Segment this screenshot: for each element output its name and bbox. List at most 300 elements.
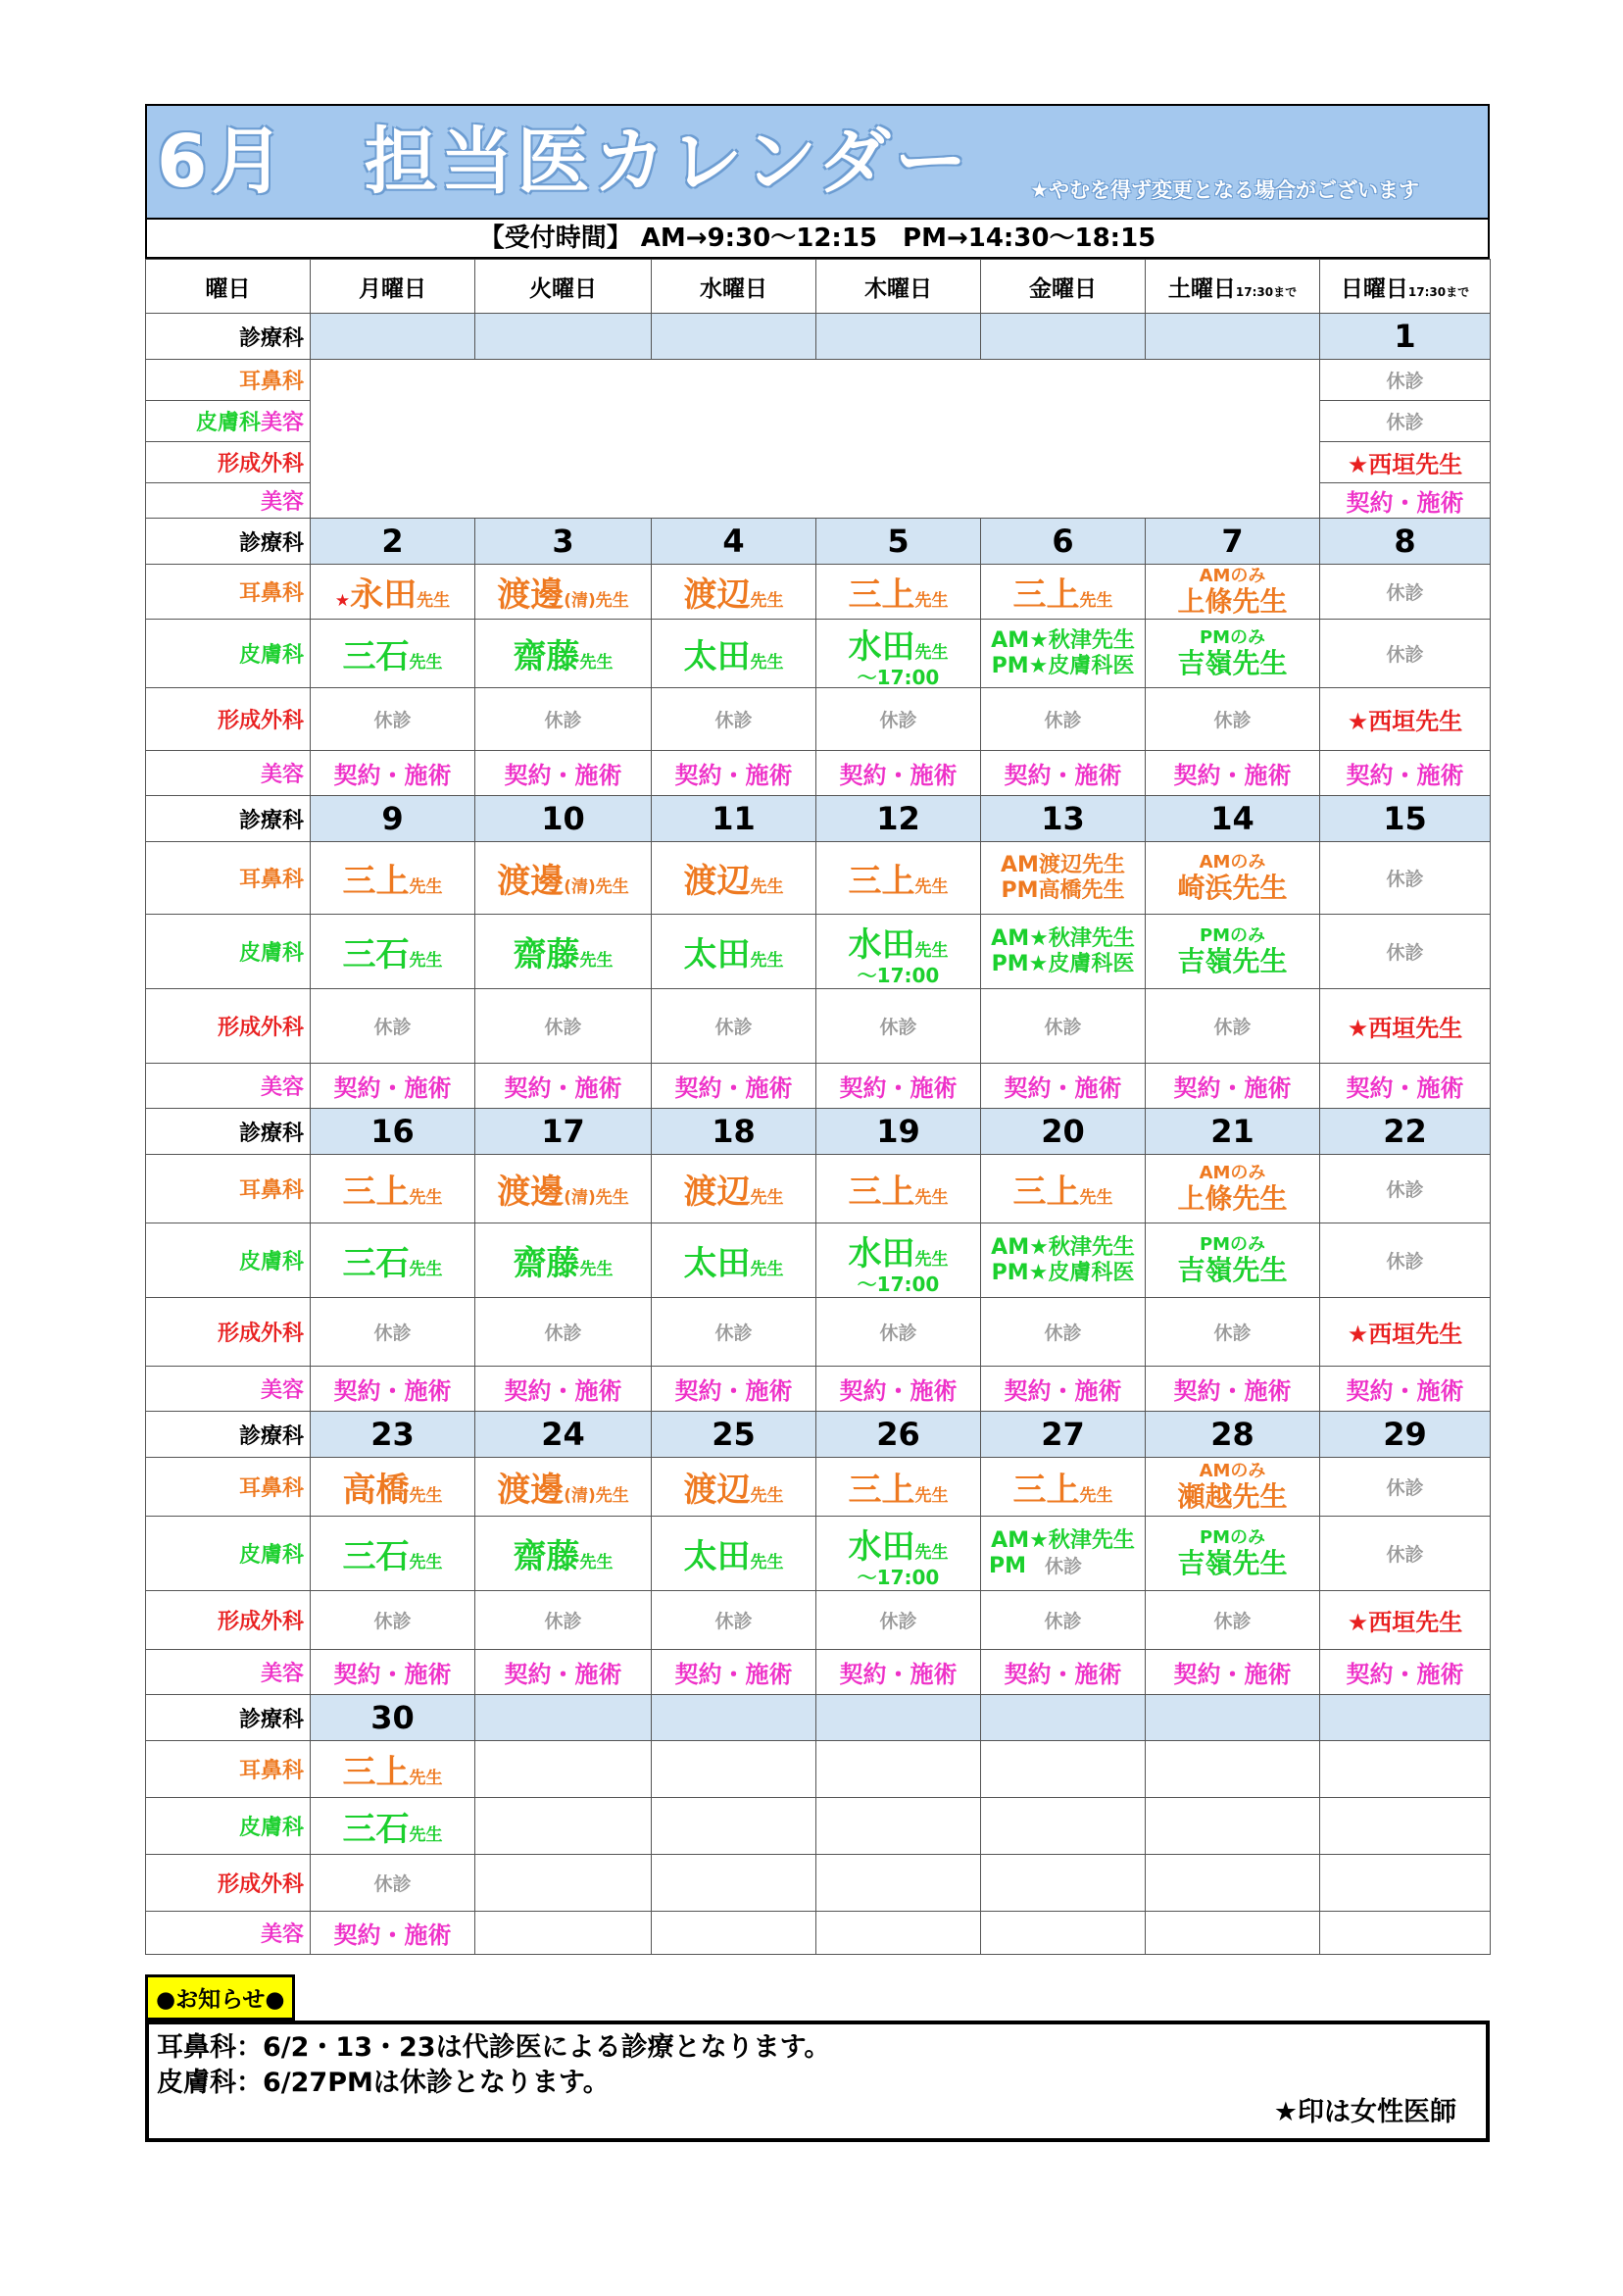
header-sun-label: 日曜日 [1340, 275, 1408, 302]
schedule-cell [816, 1367, 981, 1412]
doctor-name: 渡辺 [683, 575, 751, 615]
schedule-cell [1146, 1912, 1320, 1955]
calendar-page [145, 104, 1490, 2142]
date-cell: 23 [311, 1412, 475, 1458]
doctor-name: 水田 [848, 925, 915, 965]
closed-label: 休診 [544, 1611, 582, 1632]
date-cell: 11 [652, 796, 816, 842]
schedule-cell [652, 842, 816, 915]
treatment-label: 契約・施術 [839, 1377, 958, 1405]
schedule-cell [981, 1223, 1146, 1298]
treatment-label: 契約・施術 [1004, 1377, 1122, 1405]
doctor-suffix: 先生 [914, 1486, 949, 1506]
schedule-cell [311, 1517, 475, 1591]
doctor-name: 渡邊 [497, 575, 565, 615]
date-cell: 27 [981, 1412, 1146, 1458]
date-cell [475, 314, 652, 360]
schedule-cell [981, 1517, 1146, 1591]
schedule-cell [981, 1912, 1146, 1955]
schedule-line-2: 瀬越先生 [1177, 1479, 1288, 1513]
date-cell [981, 1695, 1146, 1741]
closed-label: 休診 [1386, 1179, 1424, 1201]
schedule-line-1: AM★秋津先生 [991, 1527, 1135, 1553]
date-cell: 15 [1320, 796, 1491, 842]
doctor-name: ★西垣先生 [1347, 1015, 1463, 1042]
doctor-name: 太田 [683, 935, 751, 974]
schedule-table [145, 259, 1491, 1955]
closed-label: 休診 [1386, 1477, 1424, 1499]
schedule-line-1: AMのみ [1199, 1162, 1266, 1183]
treatment-label: 契約・施術 [504, 1074, 622, 1102]
schedule-cell [311, 1223, 475, 1298]
schedule-cell [311, 1798, 475, 1855]
date-cell: 6 [981, 519, 1146, 565]
row-label-derm-a: 皮膚科 [195, 411, 261, 435]
schedule-cell [652, 1223, 816, 1298]
schedule-body [146, 260, 1491, 1955]
treatment-label: 契約・施術 [839, 1661, 958, 1688]
doctor-name: ★西垣先生 [1347, 708, 1463, 735]
schedule-cell [816, 1223, 981, 1298]
closed-label: 休診 [544, 1017, 582, 1038]
date-cell: 20 [981, 1109, 1146, 1155]
row-label-derm-a: 皮膚科 [238, 643, 304, 668]
schedule-cell [311, 565, 475, 620]
doctor-name: 齋藤 [513, 935, 580, 974]
row-label-derm-a: 皮膚科 [238, 941, 304, 966]
schedule-cell [981, 1367, 1146, 1412]
schedule-cell [1320, 1912, 1491, 1955]
schedule-cell [652, 1798, 816, 1855]
doctor-suffix: 先生 [914, 591, 949, 611]
doctor-suffix: 先生 [750, 1486, 784, 1506]
closed-label: 休診 [373, 1323, 412, 1344]
treatment-label: 契約・施術 [504, 1661, 622, 1688]
closed-label: 休診 [1386, 1251, 1424, 1273]
weekday-header-label: 曜日 [146, 260, 311, 314]
doctor-suffix: 先生 [914, 643, 949, 663]
schedule-cell [652, 1517, 816, 1591]
schedule-cell [475, 688, 652, 751]
schedule-line-2: PM★皮膚科医 [991, 653, 1135, 678]
closed-label: 休診 [714, 1017, 753, 1038]
treatment-label: 契約・施術 [333, 762, 452, 789]
schedule-cell [311, 1064, 475, 1109]
schedule-cell [981, 1855, 1146, 1912]
schedule-cell [1146, 1591, 1320, 1650]
row-derm [146, 620, 1491, 688]
row-label-beauty: 美容 [146, 483, 311, 519]
schedule-cell [1320, 915, 1491, 989]
doctor-suffix: 先生 [914, 877, 949, 897]
schedule-cell [981, 565, 1146, 620]
row-ent [146, 360, 1491, 401]
doctor-name: 三上 [1012, 1173, 1080, 1212]
treatment-label: 契約・施術 [839, 1074, 958, 1102]
schedule-line-1: PMのみ [1199, 1233, 1266, 1255]
doctor-suffix: 先生 [750, 1260, 784, 1279]
schedule-cell [816, 915, 981, 989]
doctor-line [816, 620, 980, 668]
schedule-cell [981, 1798, 1146, 1855]
schedule-cell [652, 688, 816, 751]
doctor-name: 太田 [683, 1244, 751, 1283]
schedule-cell [816, 989, 981, 1064]
schedule-cell [1146, 688, 1320, 751]
date-cell: 18 [652, 1109, 816, 1155]
doctor-suffix: 先生 [409, 951, 443, 971]
treatment-label: 契約・施術 [333, 1922, 452, 1949]
schedule-cell [1320, 1298, 1491, 1367]
doctor-name: 水田 [848, 1234, 915, 1273]
row-label-plastic: 形成外科 [146, 989, 311, 1064]
schedule-cell [311, 1650, 475, 1695]
closed-label: 休診 [1213, 1323, 1252, 1344]
dept-label: 診療科 [146, 1695, 311, 1741]
schedule-line-2: 吉嶺先生 [1177, 1546, 1288, 1579]
hours-note: ～17:00 [857, 1273, 940, 1296]
doctor-suffix: 先生 [750, 951, 784, 971]
treatment-label: 契約・施術 [504, 1377, 622, 1405]
schedule-cell [1146, 1367, 1320, 1412]
closed-label: 休診 [1386, 582, 1424, 604]
doctor-name: 太田 [683, 1537, 751, 1576]
doctor-suffix: 先生 [409, 1553, 443, 1572]
header-sat [1146, 260, 1320, 314]
schedule-cell [1146, 1798, 1320, 1855]
doctor-suffix: 先生 [409, 1769, 443, 1788]
treatment-label: 契約・施術 [674, 1377, 793, 1405]
page-title: 6月 担当医カレンダー [157, 120, 971, 204]
doctor-name: 三石 [342, 1537, 410, 1576]
dept-row [146, 1412, 1491, 1458]
closed-label: 休診 [879, 1323, 917, 1344]
row-label-plastic: 形成外科 [146, 1855, 311, 1912]
doctor-suffix: 先生 [409, 1188, 443, 1208]
header-wed: 水曜日 [652, 260, 816, 314]
schedule-cell [1320, 401, 1491, 442]
header-sat-note: 17:30まで [1235, 284, 1298, 299]
schedule-cell [475, 915, 652, 989]
schedule-cell [1146, 1517, 1320, 1591]
row-label-ent: 耳鼻科 [146, 1741, 311, 1798]
dept-label: 診療科 [146, 314, 311, 360]
schedule-cell [1320, 483, 1491, 519]
row-ent [146, 1458, 1491, 1517]
schedule-cell [981, 1591, 1146, 1650]
row-label-plastic: 形成外科 [146, 442, 311, 483]
row-plastic [146, 1298, 1491, 1367]
schedule-cell [652, 1912, 816, 1955]
schedule-cell [816, 1064, 981, 1109]
schedule-cell [475, 1650, 652, 1695]
doctor-name: 三上 [848, 575, 915, 615]
schedule-cell [981, 1064, 1146, 1109]
schedule-cell [311, 1298, 475, 1367]
closed-label: 休診 [1213, 1611, 1252, 1632]
doctor-suffix: 先生 [409, 1825, 443, 1845]
schedule-cell [816, 565, 981, 620]
date-cell: 10 [475, 796, 652, 842]
doctor-suffix: 先生 [750, 877, 784, 897]
schedule-cell [652, 1367, 816, 1412]
schedule-cell [1320, 1064, 1491, 1109]
row-beauty [146, 1912, 1491, 1955]
doctor-suffix: 先生 [750, 1188, 784, 1208]
doctor-name: 三石 [342, 637, 410, 676]
schedule-cell [311, 1741, 475, 1798]
schedule-cell [475, 1855, 652, 1912]
schedule-cell [1320, 442, 1491, 483]
row-label-derm-a: 皮膚科 [238, 1816, 304, 1840]
schedule-cell [475, 1155, 652, 1223]
row-label-derm [146, 620, 311, 688]
schedule-cell [475, 842, 652, 915]
treatment-label: 契約・施術 [674, 1661, 793, 1688]
pm-label: PM [989, 1553, 1027, 1578]
schedule-cell [311, 751, 475, 796]
closed-label: 休診 [879, 710, 917, 731]
date-cell: 2 [311, 519, 475, 565]
doctor-suffix: 先生 [409, 1486, 443, 1506]
no-clinic-block [311, 360, 1320, 519]
schedule-cell [311, 1458, 475, 1517]
treatment-label: 契約・施術 [1173, 1074, 1292, 1102]
doctor-suffix: 先生 [914, 1250, 949, 1270]
schedule-cell [816, 1741, 981, 1798]
row-label-plastic: 形成外科 [146, 1591, 311, 1650]
header-fri: 金曜日 [981, 260, 1146, 314]
doctor-suffix: 先生 [409, 653, 443, 673]
hours-note: ～17:00 [857, 1566, 940, 1589]
schedule-cell [1320, 1155, 1491, 1223]
schedule-cell [652, 751, 816, 796]
row-beauty [146, 1367, 1491, 1412]
date-cell: 22 [1320, 1109, 1491, 1155]
row-label-ent: 耳鼻科 [146, 1155, 311, 1223]
doctor-name: 齋藤 [513, 1537, 580, 1576]
schedule-cell [1146, 1064, 1320, 1109]
title-note: ★やむを得ず変更となる場合がございます [1030, 178, 1419, 202]
schedule-cell [1146, 751, 1320, 796]
date-cell [652, 314, 816, 360]
schedule-line-2: PM★皮膚科医 [991, 951, 1135, 976]
schedule-cell [311, 1855, 475, 1912]
title-bar [145, 104, 1490, 218]
doctor-suffix: 先生 [750, 653, 784, 673]
row-label-derm-b: 美容 [260, 411, 304, 435]
schedule-cell [475, 1367, 652, 1412]
schedule-cell [475, 1912, 652, 1955]
row-label-beauty: 美容 [146, 1650, 311, 1695]
schedule-cell [652, 1855, 816, 1912]
date-cell [1146, 314, 1320, 360]
schedule-cell [475, 1223, 652, 1298]
schedule-cell [475, 1798, 652, 1855]
doctor-name: 三上 [848, 1173, 915, 1212]
schedule-cell [981, 751, 1146, 796]
schedule-cell [475, 1064, 652, 1109]
dept-row [146, 1695, 1491, 1741]
row-label-ent: 耳鼻科 [146, 360, 311, 401]
date-cell: 16 [311, 1109, 475, 1155]
header-sun-note: 17:30まで [1407, 284, 1470, 299]
schedule-cell [981, 688, 1146, 751]
date-cell: 21 [1146, 1109, 1320, 1155]
schedule-cell [816, 1458, 981, 1517]
row-label-beauty: 美容 [146, 1367, 311, 1412]
date-cell: 28 [1146, 1412, 1320, 1458]
doctor-line [816, 1520, 980, 1568]
schedule-cell [1146, 565, 1320, 620]
row-beauty [146, 751, 1491, 796]
dept-row [146, 314, 1491, 360]
schedule-cell [652, 1298, 816, 1367]
row-label-derm [146, 1223, 311, 1298]
date-cell: 4 [652, 519, 816, 565]
closed-label: 休診 [1386, 371, 1424, 392]
schedule-cell [1320, 751, 1491, 796]
schedule-cell [816, 1650, 981, 1695]
doctor-name: 三上 [1012, 1471, 1080, 1510]
dept-label: 診療科 [146, 1412, 311, 1458]
schedule-line-1: AM渡辺先生 [1001, 852, 1125, 877]
closed-label: 休診 [1386, 1544, 1424, 1566]
row-label-beauty: 美容 [146, 751, 311, 796]
hours-note: ～17:00 [857, 666, 940, 688]
date-cell: 9 [311, 796, 475, 842]
schedule-cell [1320, 1367, 1491, 1412]
closed-label: 休診 [1386, 412, 1424, 433]
schedule-cell [1320, 565, 1491, 620]
row-label-derm-a: 皮膚科 [238, 1250, 304, 1274]
schedule-line-2: 上條先生 [1177, 584, 1288, 618]
treatment-label: 契約・施術 [504, 762, 622, 789]
treatment-label: 契約・施術 [1346, 1377, 1464, 1405]
doctor-suffix: (清)先生 [564, 877, 629, 897]
schedule-cell [475, 751, 652, 796]
doctor-name: 渡辺 [683, 1471, 751, 1510]
doctor-name: ★西垣先生 [1347, 1321, 1463, 1348]
date-cell [816, 314, 981, 360]
schedule-line-1: PMのみ [1199, 924, 1266, 946]
row-ent [146, 842, 1491, 915]
schedule-cell [816, 688, 981, 751]
doctor-name: 永田 [350, 575, 418, 615]
doctor-suffix: 先生 [579, 653, 614, 673]
schedule-cell [652, 620, 816, 688]
notice-line-derm: 皮膚科：6/27PMは休診となります。 [157, 2068, 610, 2098]
notice-line-ent: 耳鼻科：6/2・13・23は代診医による診療となります。 [157, 2032, 831, 2063]
date-cell: 1 [1320, 314, 1491, 360]
treatment-label: 契約・施術 [1346, 489, 1464, 517]
weekday-header [146, 260, 1491, 314]
date-cell [311, 314, 475, 360]
date-cell: 24 [475, 1412, 652, 1458]
doctor-name: 三上 [342, 862, 410, 901]
closed-label: 休診 [373, 1017, 412, 1038]
row-label-derm [146, 1798, 311, 1855]
schedule-cell [311, 1155, 475, 1223]
doctor-suffix: 先生 [914, 1543, 949, 1563]
header-tue: 火曜日 [475, 260, 652, 314]
schedule-line-1: AM★秋津先生 [991, 925, 1135, 951]
schedule-cell [1146, 1741, 1320, 1798]
schedule-cell [652, 915, 816, 989]
closed-label: 休診 [879, 1017, 917, 1038]
row-label-derm-a: 皮膚科 [238, 1543, 304, 1568]
date-cell: 3 [475, 519, 652, 565]
doctor-suffix: (清)先生 [564, 1486, 629, 1506]
schedule-cell [652, 1155, 816, 1223]
doctor-name: 三石 [342, 1810, 410, 1849]
schedule-cell [981, 1155, 1146, 1223]
schedule-cell [475, 1517, 652, 1591]
schedule-cell [311, 1591, 475, 1650]
doctor-name: 三上 [342, 1173, 410, 1212]
schedule-cell [981, 842, 1146, 915]
row-derm [146, 915, 1491, 989]
closed-label: 休診 [373, 1873, 412, 1895]
date-cell [981, 314, 1146, 360]
dept-row [146, 519, 1491, 565]
schedule-cell [1146, 915, 1320, 989]
date-cell: 30 [311, 1695, 475, 1741]
schedule-cell [1320, 620, 1491, 688]
row-label-plastic: 形成外科 [146, 688, 311, 751]
doctor-name: 水田 [848, 1527, 915, 1567]
doctor-suffix: 先生 [914, 941, 949, 961]
dept-label: 診療科 [146, 796, 311, 842]
schedule-cell [311, 1367, 475, 1412]
schedule-cell [981, 915, 1146, 989]
doctor-name: 渡邊 [497, 1173, 565, 1212]
schedule-cell [1320, 1458, 1491, 1517]
date-cell: 14 [1146, 796, 1320, 842]
schedule-cell [981, 989, 1146, 1064]
row-label-derm [146, 401, 311, 442]
treatment-label: 契約・施術 [1173, 1661, 1292, 1688]
schedule-line-1: PMのみ [1199, 626, 1266, 648]
header-thu: 木曜日 [816, 260, 981, 314]
row-label-ent: 耳鼻科 [146, 565, 311, 620]
schedule-cell [1320, 360, 1491, 401]
schedule-cell [311, 989, 475, 1064]
schedule-line-1: AMのみ [1199, 565, 1266, 586]
doctor-name: 齋藤 [513, 637, 580, 676]
treatment-label: 契約・施術 [333, 1074, 452, 1102]
notice-box [145, 2021, 1490, 2142]
schedule-line-1: AM★秋津先生 [991, 1234, 1135, 1260]
hours-note: ～17:00 [857, 964, 940, 987]
doctor-name: 渡邊 [497, 1471, 565, 1510]
schedule-line-2: 上條先生 [1177, 1181, 1288, 1215]
doctor-suffix: 先生 [1079, 1486, 1113, 1506]
closed-label: 休診 [1044, 1323, 1082, 1344]
doctor-name: 三石 [342, 1244, 410, 1283]
doctor-suffix: 先生 [750, 591, 784, 611]
schedule-cell [475, 1458, 652, 1517]
doctor-suffix: (清)先生 [564, 1188, 629, 1208]
row-derm [146, 1517, 1491, 1591]
schedule-cell [311, 620, 475, 688]
closed-label: 休診 [1213, 1017, 1252, 1038]
row-ent [146, 1741, 1491, 1798]
schedule-cell [311, 915, 475, 989]
closed-label: 休診 [1044, 710, 1082, 731]
schedule-cell [652, 1650, 816, 1695]
treatment-label: 契約・施術 [1346, 762, 1464, 789]
